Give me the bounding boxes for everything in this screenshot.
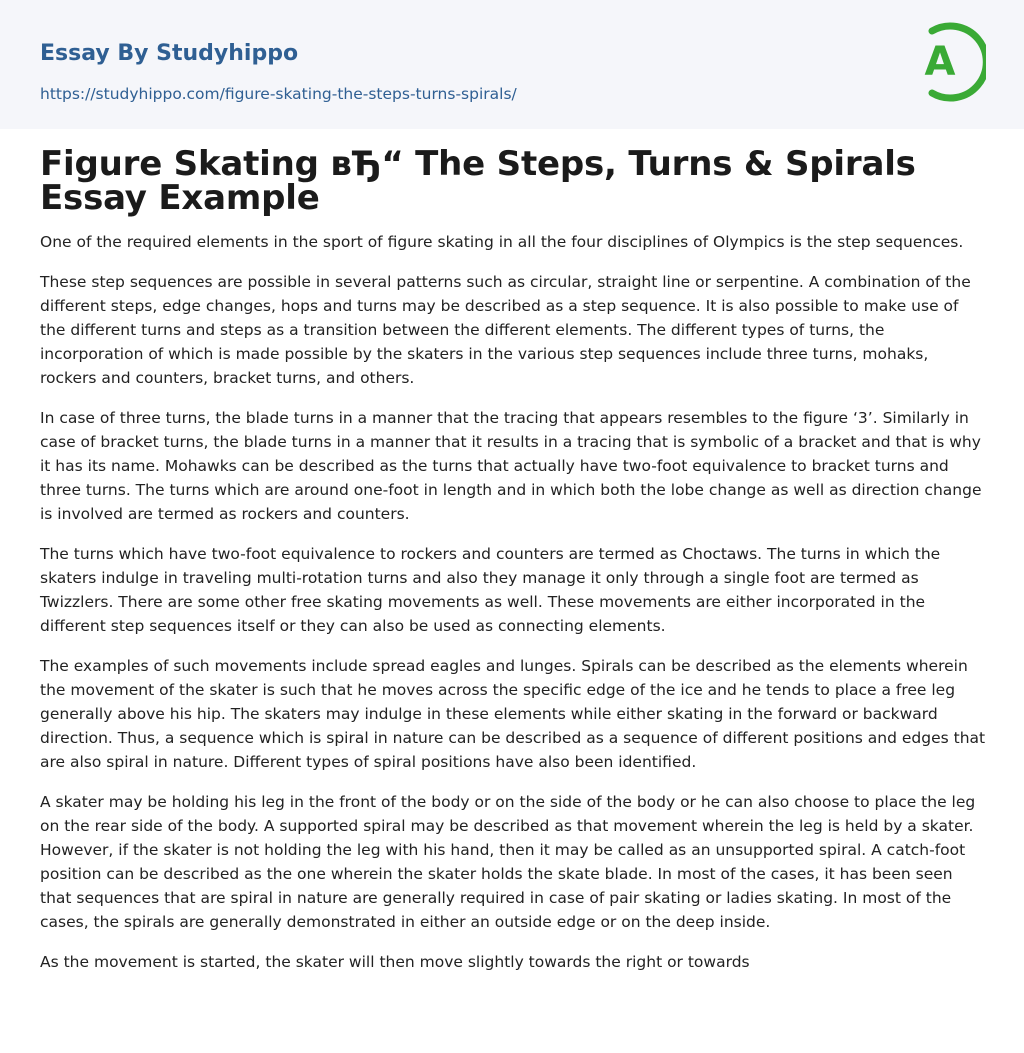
essay-url-link[interactable]: https://studyhippo.com/figure-skating-the-steps-turns-spirals/ [40, 85, 517, 103]
studyhippo-logo-icon[interactable] [912, 19, 986, 105]
article-body [40, 230, 986, 974]
page-header [0, 0, 1024, 129]
article-paragraph: In case of three turns, the blade turns in a manner that the tracing that appears resembles to the figure ‘3’. Similarly in case of bracket turns, the blade turns in a manner that it results in a tracing that is symbolic of a bracket and that is why it has its name. Mohawks can be described as the turns that actually have two-foot equivalence to bracket turns and three turns. The turns which are around one-foot in length and in which both the lobe change as well as direction change is involved are termed as rockers and counters. [40, 409, 982, 523]
article-paragraph: These step sequences are possible in several patterns such as circular, straight line or serpentine. A combination of the different steps, edge changes, hops and turns may be described as a step sequence. It is also possible to make use of the different turns and steps as a transition between the different elements. The different types of turns, the incorporation of which is made possible by the skaters in the various step sequences include three turns, mohaks, rockers and counters, bracket turns, and others. [40, 273, 971, 387]
logo-letter: A [924, 39, 956, 85]
article-paragraph: As the movement is started, the skater will then move slightly towards the right or towards [40, 953, 750, 971]
article-paragraph: A skater may be holding his leg in the front of the body or on the side of the body or he can also choose to place the leg on the rear side of the body. A supported spiral may be described as that movement wherein the leg is held by a skater. However, if the skater is not holding the leg with his hand, then it may be called as an unsupported spiral. A catch-foot position can be described as the one wherein the skater holds the skate blade. In most of the cases, it has been seen that sequences that are spiral in nature are generally required in case of pair skating or ladies skating. In most of the cases, the spirals are generally demonstrated in either an outside edge or on the deep inside. [40, 793, 976, 931]
logo-svg [912, 19, 986, 105]
article-paragraph: One of the required elements in the sport of figure skating in all the four disciplines of Olympics is the step sequences. [40, 233, 964, 251]
article-content [40, 144, 986, 990]
article-paragraph: The examples of such movements include spread eagles and lunges. Spirals can be described as the elements wherein the movement of the skater is such that he moves across the specific edge of the ice and he tends to place a free leg generally above his hip. The skaters may indulge in these elements while either skating in the forward or backward direction. Thus, a sequence which is spiral in nature can be described as a sequence of different positions and edges that are also spiral in nature. Different types of spiral positions have also been identified. [40, 657, 986, 771]
article-paragraph: The turns which have two-foot equivalence to rockers and counters are termed as Choctaws. The turns in which the skaters indulge in traveling multi-rotation turns and also they manage it only through a single foot are termed as Twizzlers. There are some other free skating movements as well. These movements are either incorporated in the different step sequences itself or they can also be used as connecting elements. [40, 545, 941, 635]
site-brand[interactable]: Essay By Studyhippo [40, 41, 299, 66]
article-title: Figure Skating вЂ“ The Steps, Turns & Spirals Essay Example [40, 144, 916, 218]
